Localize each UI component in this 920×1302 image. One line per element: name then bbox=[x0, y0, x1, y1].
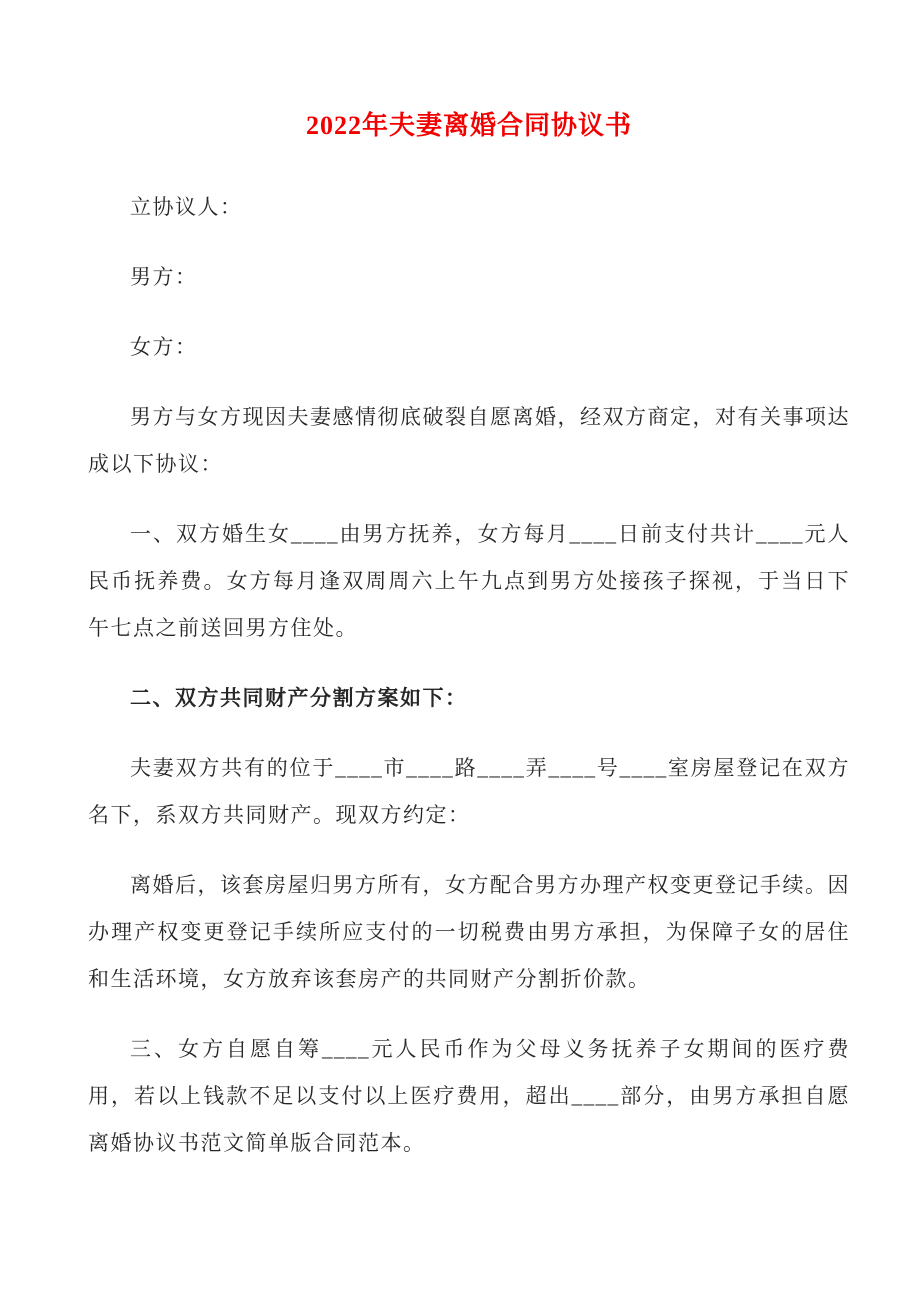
paragraph-clause-2-property: 夫妻双方共有的位于____市____路____弄____号____室房屋登记在双方名下，系双方共同财产。现双方约定： bbox=[88, 756, 850, 827]
document-title: 2022年夫妻离婚合同协议书 bbox=[305, 111, 632, 140]
paragraph-husband-line: 男方： bbox=[130, 265, 198, 289]
paragraph-clause-3-medical: 三、女方自愿自筹____元人民币作为父母义务抚养子女期间的医疗费用，若以上钱款不足以支付以上医疗费用，超出____部分，由男方承担自愿离婚协议书范文简单版合同范本。 bbox=[88, 1037, 850, 1155]
paragraph-preamble: 男方与女方现因夫妻感情彻底破裂自愿离婚，经双方商定，对有关事项达成以下协议： bbox=[88, 405, 850, 476]
paragraph-establishing-parties: 立协议人： bbox=[130, 195, 243, 219]
paragraph-clause-1-custody: 一、双方婚生女____由男方抚养，女方每月____日前支付共计____元人民币抚养费。女方每月逢双周周六上午九点到男方处接孩子探视，于当日下午七点之前送回男方住处。 bbox=[88, 522, 850, 640]
paragraph-clause-2-detail: 离婚后，该套房屋归男方所有，女方配合男方办理产权变更登记手续。因办理产权变更登记手续所应支付的一切税费由男方承担，为保障子女的居住和生活环境，女方放弃该套房产的共同财产分割折价款。 bbox=[88, 873, 850, 991]
paragraph-wife-line: 女方： bbox=[130, 335, 198, 359]
paragraph-clause-2-heading: 二、双方共同财产分割方案如下： bbox=[130, 686, 468, 710]
